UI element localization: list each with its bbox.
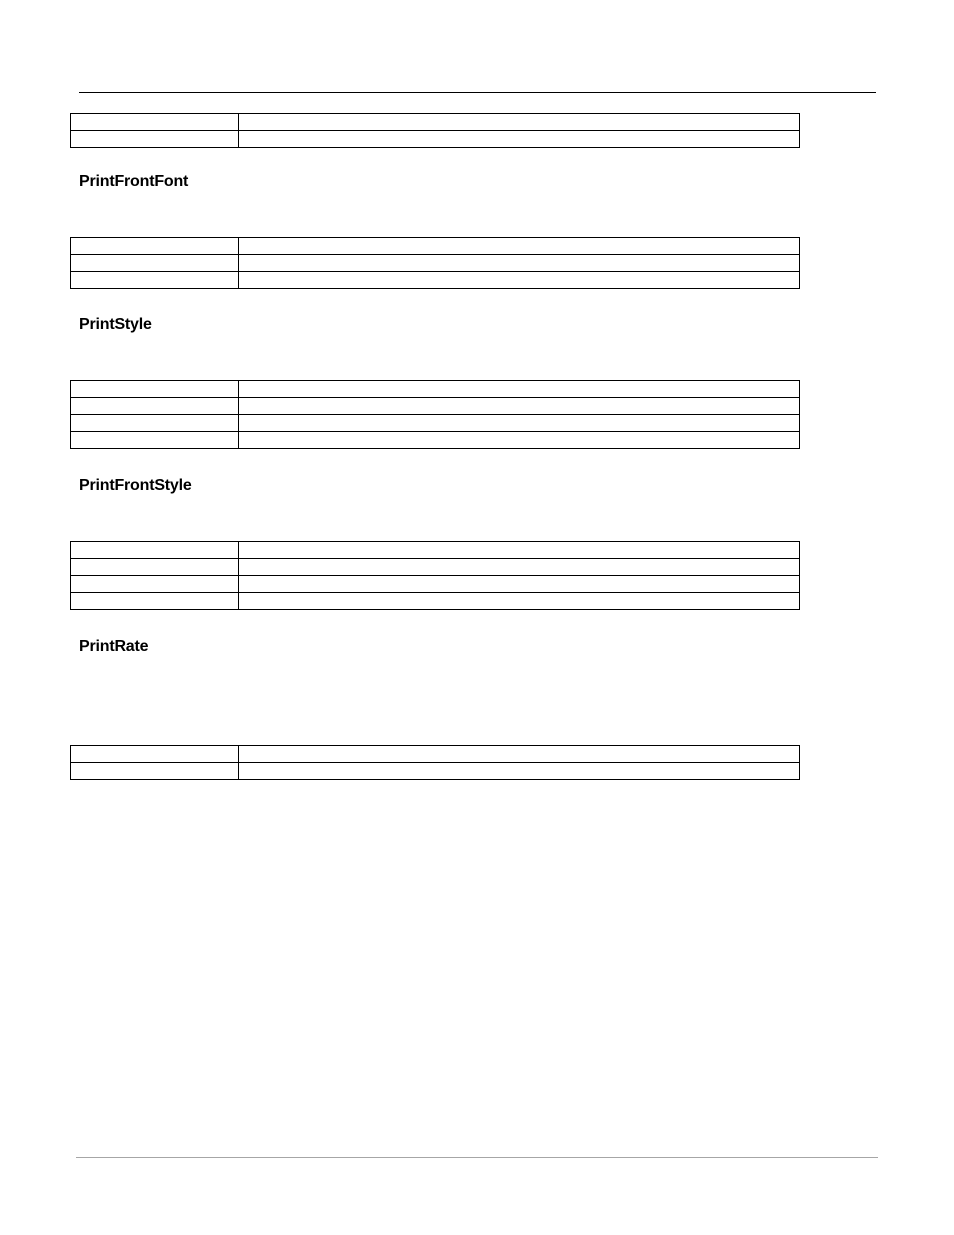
section-heading-printrate: PrintRate	[79, 638, 149, 655]
table-cell-value	[239, 746, 800, 763]
table-cell-key	[71, 255, 239, 272]
table-cell-value	[239, 576, 800, 593]
footer-rule	[76, 1157, 878, 1158]
table-row	[71, 238, 800, 255]
table-cell-key	[71, 114, 239, 131]
property-table-continued	[70, 113, 800, 148]
property-table-printfrontstyle	[70, 541, 800, 610]
table-row	[71, 415, 800, 432]
table-cell-value	[239, 559, 800, 576]
section-heading-printfrontstyle: PrintFrontStyle	[79, 477, 192, 494]
table-row	[71, 542, 800, 559]
table-cell-value	[239, 763, 800, 780]
table-row	[71, 576, 800, 593]
table-cell-value	[239, 593, 800, 610]
table-cell-value	[239, 432, 800, 449]
property-table-printfrontfont	[70, 237, 800, 289]
table-cell-key	[71, 593, 239, 610]
table-cell-key	[71, 542, 239, 559]
property-table-printrate	[70, 745, 800, 780]
table-row	[71, 131, 800, 148]
section-heading-printfrontfont: PrintFrontFont	[79, 173, 189, 190]
table-cell-value	[239, 398, 800, 415]
table-row	[71, 746, 800, 763]
table-row	[71, 593, 800, 610]
table-cell-key	[71, 432, 239, 449]
table-cell-key	[71, 272, 239, 289]
table-cell-key	[71, 763, 239, 780]
table-cell-key	[71, 576, 239, 593]
table-cell-key	[71, 238, 239, 255]
table-row	[71, 255, 800, 272]
table-row	[71, 398, 800, 415]
table-cell-value	[239, 542, 800, 559]
table-cell-value	[239, 114, 800, 131]
table-row	[71, 114, 800, 131]
table-cell-value	[239, 238, 800, 255]
section-heading-printstyle: PrintStyle	[79, 316, 152, 333]
table-cell-value	[239, 131, 800, 148]
table-cell-value	[239, 381, 800, 398]
table-cell-key	[71, 559, 239, 576]
table-row	[71, 432, 800, 449]
table-row	[71, 559, 800, 576]
table-cell-value	[239, 255, 800, 272]
table-cell-key	[71, 746, 239, 763]
table-cell-key	[71, 415, 239, 432]
property-table-printstyle	[70, 380, 800, 449]
table-cell-value	[239, 415, 800, 432]
table-row	[71, 381, 800, 398]
table-cell-key	[71, 131, 239, 148]
table-row	[71, 272, 800, 289]
table-cell-value	[239, 272, 800, 289]
header-rule	[79, 92, 876, 93]
table-cell-key	[71, 398, 239, 415]
table-cell-key	[71, 381, 239, 398]
table-row	[71, 763, 800, 780]
